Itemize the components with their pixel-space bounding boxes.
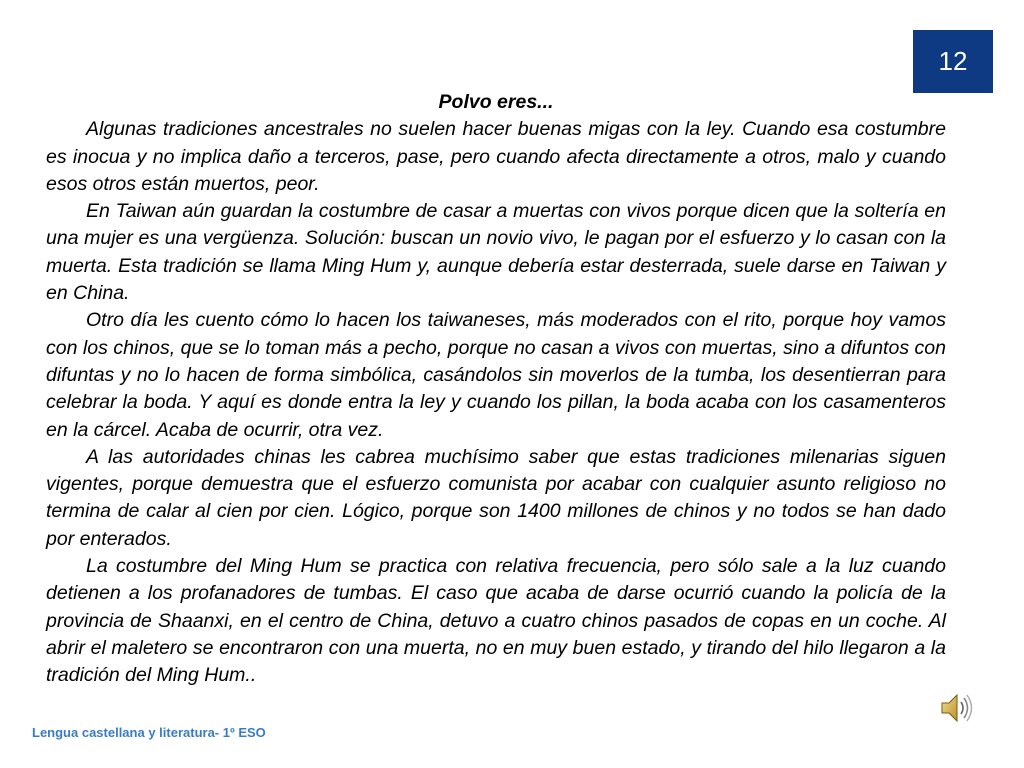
speaker-icon[interactable] bbox=[938, 690, 974, 726]
article-body bbox=[46, 89, 946, 690]
footer-course-label: Lengua castellana y literatura- 1º ESO bbox=[32, 725, 266, 740]
paragraph-2: En Taiwan aún guardan la costumbre de casar a muertas con vivos porque dicen que la soltería en una mujer es una vergüenza. Solución: buscan un novio vivo, le pagan por el esfuerzo y lo casan con la muerta. Esta tradición se llama Ming Hum y, aunque debería estar desterrada, suele darse en Taiwan y en China. bbox=[46, 200, 946, 305]
paragraph-5: La costumbre del Ming Hum se practica con relativa frecuencia, pero sólo sale a la luz cuando detienen a los profanadores de tumbas. El caso que acaba de darse ocurrió cuando la policía de la provincia de Shaanxi, en el centro de China, detuvo a cuatro chinos pasados de copas en un coche. Al abrir el maletero se encontraron con una muerta, no en muy buen estado, y tirando del hilo llegaron a la tradición del Ming Hum.. bbox=[46, 555, 946, 687]
article-title: Polvo eres... bbox=[438, 91, 554, 113]
paragraph-3: Otro día les cuento cómo lo hacen los taiwaneses, más moderados con el rito, porque hoy vamos con los chinos, que se lo toman más a pecho, porque no casan a vivos con muertas, sino a difuntos con difuntas y no lo hacen de forma simbólica, casándolos sin moverlos de la tumba, los desentierran para celebrar la boda. Y aquí es donde entra la ley y cuando los pillan, la boda acaba con los casamenteros en la cárcel. Acaba de ocurrir, otra vez. bbox=[46, 309, 946, 441]
page-number-badge bbox=[913, 30, 993, 93]
speaker-icon-graphic bbox=[938, 690, 974, 726]
paragraph-4: A las autoridades chinas les cabrea muchísimo saber que estas tradiciones milenarias siguen vigentes, porque demuestra que el esfuerzo comunista por acabar con cualquier asunto religioso no termina de calar al cien por cien. Lógico, porque son 1400 millones de chinos y no todos se han dado por enterados. bbox=[46, 445, 946, 550]
page-number: 12 bbox=[938, 46, 968, 76]
paragraph-1: Algunas tradiciones ancestrales no suelen hacer buenas migas con la ley. Cuando esa costumbre es inocua y no implica daño a terceros, pase, pero cuando afecta directamente a otros, malo y cuando esos otros están muertos, peor. bbox=[46, 118, 946, 195]
